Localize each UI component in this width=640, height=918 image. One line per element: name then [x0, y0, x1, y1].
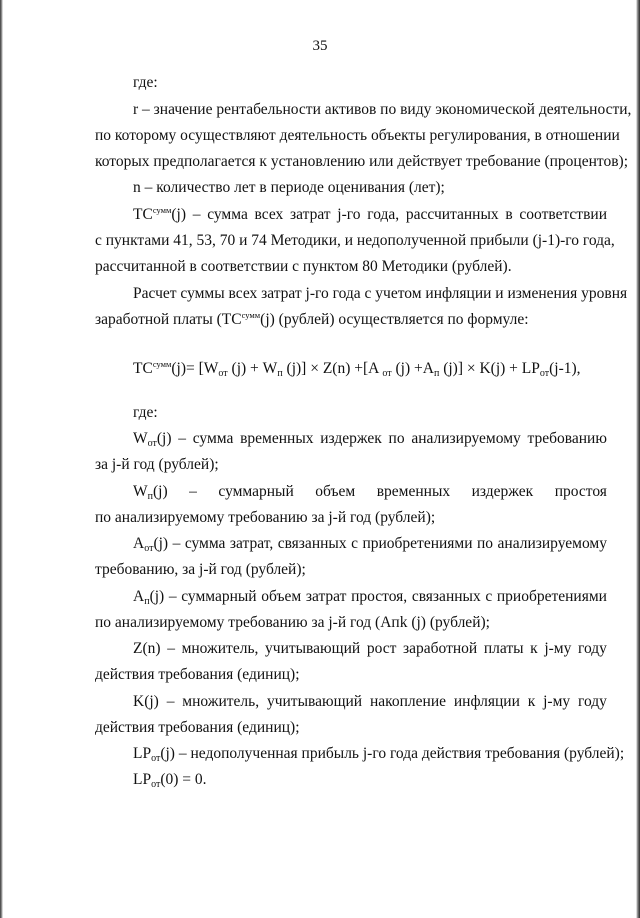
- z-def-line-1: Z(n) – множитель, учитывающий рост заработной платы к j-му году: [133, 640, 607, 657]
- w-p-def-line-2: по анализируемому требованию за j-й год (рублей);: [95, 509, 436, 526]
- tc-def-line-1: [133, 206, 607, 224]
- tc-def-rest: (j) – сумма всех затрат j-го года, рассчитанных в соответствии: [171, 206, 607, 223]
- tc-def-line-3: рассчитанной в соответствии с пунктом 80 Методики (рублей).: [95, 258, 512, 275]
- calc-intro-line-2: заработной платы ($TC^{сумм}(j)$ (рублей) осуществляется по формуле:: [95, 310, 529, 328]
- scan-edge-left: [0, 0, 3, 918]
- formula: $TC^{сумм}(j)= [W_{от}$ $(j) + W_п$ (j)] × Z(n) +[A $_{от}$ $(j) +A_п$ $(j)] \times K(j) + LP_{от}(j-1)$,: [133, 359, 581, 379]
- a-ot-def-line-1: $A_{от}(j)$ – сумма затрат, связанных с приобретениями по анализируемому: [133, 535, 607, 554]
- a-p-def-line-1: $A_п(j)$ – суммарный объем затрат простоя, связанных с приобретениями: [133, 588, 607, 607]
- calc-intro-line-1: Расчет суммы всех затрат j-го года с учетом инфляции и изменения уровня: [133, 285, 628, 302]
- a-p-def-line-2: по анализируемому требованию за j-й год (Aпk (j) (рублей);: [95, 614, 490, 631]
- a-ot-def-line-2: требованию, за j-й год (рублей);: [95, 561, 306, 578]
- r-def-line-3: которых предполагается к установлению или действует требование (процентов);: [95, 153, 628, 170]
- k-def-line-2: действия требования (единиц);: [95, 719, 300, 736]
- z-def-line-2: действия требования (единиц);: [95, 666, 300, 683]
- r-def-line-2: по которому осуществляют деятельность объекты регулирования, в отношении: [95, 127, 620, 144]
- w-ot-symbol: $W_{от}(j)$: [133, 430, 172, 449]
- tc-def-line-2: с пунктами 41, 53, 70 и 74 Методики, и недополученной прибыли (j-1)-го года,: [95, 232, 615, 249]
- lp-zero: $LP_{от}(0) = 0$.: [133, 771, 207, 790]
- lp-def: $LP_{от}(j)$ – недополученная прибыль j-го года действия требования (рублей);: [133, 745, 625, 764]
- w-ot-def-line-2: за j-й год (рублей);: [95, 456, 219, 473]
- scan-edge-right: [636, 0, 640, 918]
- w-p-symbol: $W_п(j)$: [133, 483, 168, 502]
- page-number: 35: [312, 38, 328, 54]
- where-label-1: где:: [133, 74, 158, 91]
- where-label-2: где:: [133, 404, 158, 421]
- k-def-line-1: K(j) – множитель, учитывающий накопление инфляции к j-му году: [133, 693, 607, 710]
- n-def: n – количество лет в периоде оценивания (лет);: [133, 179, 445, 196]
- a-p-symbol: $A_п(j)$: [133, 588, 165, 607]
- w-p-def-line-1: $W_п(j)$ – суммарный объем временных издержек простоя: [133, 483, 607, 502]
- r-def-line-1: r – значение рентабельности активов по виду экономической деятельности,: [133, 101, 632, 118]
- w-ot-def-line-1: $W_{от}(j)$ – сумма временных издержек по анализируемому требованию: [133, 430, 607, 449]
- tc-symbol: $TC^{сумм}$: [133, 205, 172, 223]
- a-ot-symbol: $A_{от}(j)$: [133, 535, 169, 554]
